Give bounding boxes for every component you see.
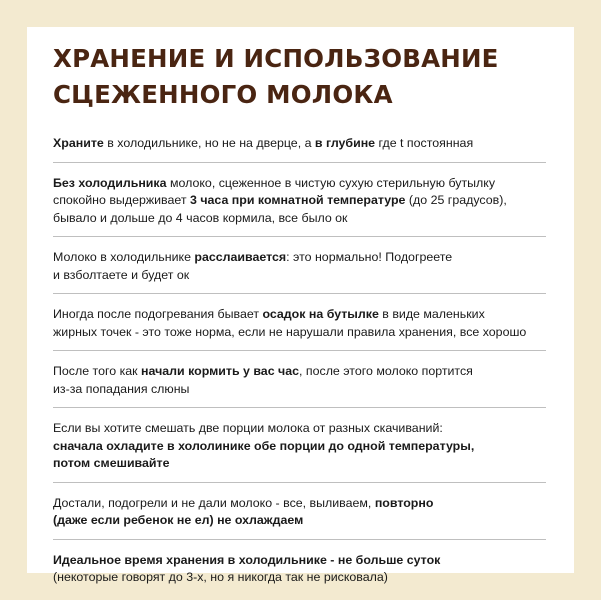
- tip-mixing-portions: Если вы хотите смешать две порции молока от разных скачиваний: сначала охладите в хололинике обе порции до одной температуры, потом смешивайте: [53, 420, 546, 483]
- content-card: [27, 27, 574, 584]
- title-line-1: ХРАНЕНИЕ И ИСПОЛЬЗОВАНИЕ: [53, 44, 499, 73]
- tip-storage-location: Храните в холодильнике, но не на дверце, а в глубине где t постоянная: [53, 135, 546, 163]
- page-title: [53, 41, 546, 113]
- tip-separation: Молоко в холодильнике расслаивается: это нормально! Подогреете и взболтаете и будет ок: [53, 249, 546, 294]
- tip-room-temperature: Без холодильника молоко, сцеженное в чистую сухую стерильную бутылку спокойно выдерживает 3 часа при комнатной температуре (до 25 градусов), бывало и дольше до 4 часов кормила, все было ок: [53, 175, 546, 238]
- title-line-2: СЦЕЖЕННОГО МОЛОКА: [53, 80, 393, 109]
- tip-sediment: Иногда после подогревания бывает осадок на бутылке в виде маленьких жирных точек - это тоже норма, если не нарушали правила хранения, все хорошо: [53, 306, 546, 351]
- tip-ideal-storage-time: Идеальное время хранения в холодильнике - не больше суток (некоторые говорят до 3-х, но я никогда так не рисковала): [53, 552, 441, 584]
- tip-after-feeding: После того как начали кормить у вас час, после этого молоко портится из-за попадания слюны: [53, 363, 546, 408]
- tip-reheating: Достали, подогрели и не дали молоко - все, выливаем, повторно (даже если ребенок не ел) не охлаждаем: [53, 495, 546, 540]
